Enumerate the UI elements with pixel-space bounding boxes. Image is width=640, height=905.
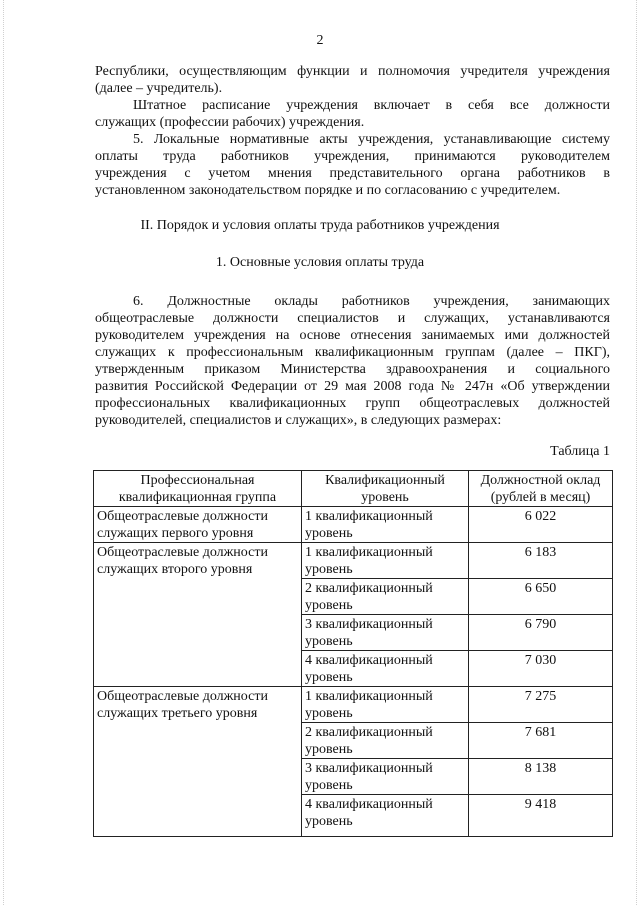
text-line: служащих к профессиональным квалификационным группам (далее – ПКГ), [95, 345, 610, 360]
paragraph-staffing [95, 97, 610, 131]
text-line: профессиональных квалификационных групп общеотраслевых должностей [95, 396, 610, 411]
text-line: оплаты труда работников учреждения, принимаются руководителем [95, 149, 610, 164]
header-level: Квалификационный уровень [302, 471, 469, 507]
text-line: Республики, осуществляющим функции и полномочия учредителя учреждения [95, 64, 610, 79]
level-cell: 2 квалификационный уровень [302, 723, 469, 759]
group-name-cell: Общеотраслевые должности служащих третьего уровня [94, 687, 302, 837]
salary-cell: 7 275 [469, 687, 613, 723]
group-name-cell: Общеотраслевые должности служащих второго уровня [94, 543, 302, 687]
text-line: служащих (профессии рабочих) учреждения. [95, 115, 365, 130]
text-line: учреждения с учетом мнения представительного органа работников в [95, 166, 610, 181]
salary-cell: 7 030 [469, 651, 613, 687]
table-row [94, 543, 613, 579]
text-line: (далее – учредитель). [95, 81, 223, 96]
salary-cell: 6 183 [469, 543, 613, 579]
level-cell: 4 квалификационный уровень [302, 651, 469, 687]
text-line: 6. Должностные оклады работников учреждения, занимающих [133, 294, 610, 309]
salary-cell: 8 138 [469, 759, 613, 795]
text-line: установленном законодательством порядке и по согласованию с учредителем. [95, 183, 561, 198]
text-line: общеотраслевые должности специалистов и служащих, устанавливаются [95, 311, 610, 326]
level-cell: 1 квалификационный уровень [302, 687, 469, 723]
text-line: развития Российской Федерации от 29 мая 2008 года № 247н «Об утверждении [95, 379, 610, 394]
page-number: 2 [316, 33, 324, 48]
salary-cell: 9 418 [469, 795, 613, 837]
paragraph-founder [95, 63, 610, 97]
level-cell: 3 квалификационный уровень [302, 615, 469, 651]
level-cell: 4 квалификационный уровень [302, 795, 469, 837]
table-caption: Таблица 1 [550, 444, 610, 459]
salary-cell: 6 650 [469, 579, 613, 615]
level-cell: 1 квалификационный уровень [302, 543, 469, 579]
salary-cell: 6 022 [469, 507, 613, 543]
header-salary: Должностной оклад (рублей в месяц) [469, 471, 613, 507]
paragraph-5 [95, 131, 610, 199]
left-margin-dots [3, 0, 5, 905]
text-line: руководителем учреждения на основе отнесения занимаемых ими должностей [95, 328, 610, 343]
salary-cell: 6 790 [469, 615, 613, 651]
right-margin-dots [636, 0, 638, 905]
table-header-row [94, 471, 613, 507]
text-line: руководителей, специалистов и служащих», в следующих размерах: [95, 413, 502, 428]
text-line: 5. Локальные нормативные акты учреждения, устанавливающие систему [133, 132, 610, 147]
section-heading: II. Порядок и условия оплаты труда работников учреждения [140, 218, 500, 233]
table-row [94, 507, 613, 543]
subsection-heading: 1. Основные условия оплаты труда [215, 255, 425, 270]
group-name-cell: Общеотраслевые должности служащих первого уровня [94, 507, 302, 543]
text-line: утвержденным приказом Министерства здравоохранения и социального [95, 362, 610, 377]
salary-cell: 7 681 [469, 723, 613, 759]
salary-table [93, 470, 613, 837]
level-cell: 3 квалификационный уровень [302, 759, 469, 795]
header-group: Профессиональная квалификационная группа [94, 471, 302, 507]
paragraph-6 [95, 293, 610, 429]
table-row [94, 687, 613, 723]
text-line: Штатное расписание учреждения включает в себя все должности [133, 98, 610, 113]
level-cell: 1 квалификационный уровень [302, 507, 469, 543]
level-cell: 2 квалификационный уровень [302, 579, 469, 615]
